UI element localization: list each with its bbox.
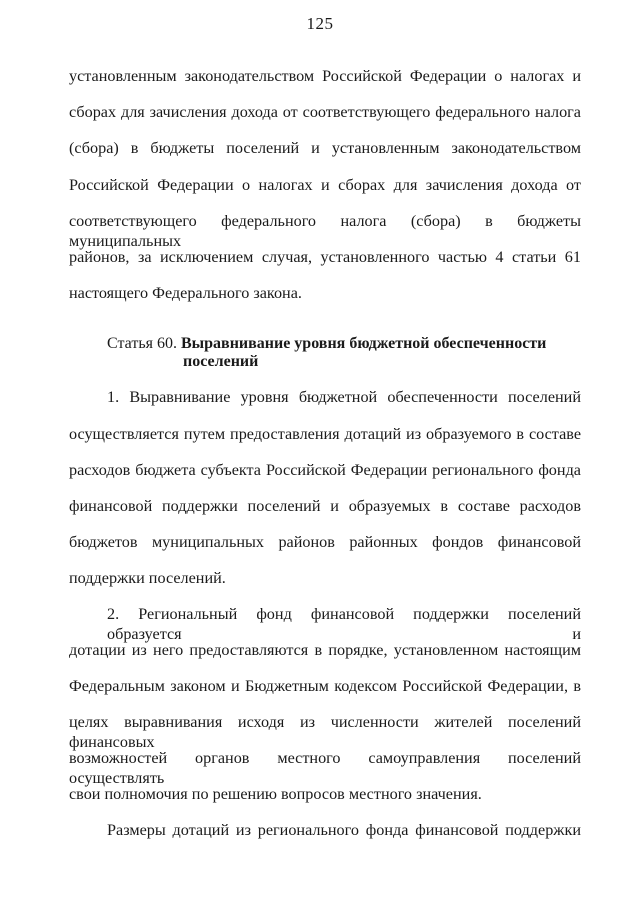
- text-line: расходов бюджета субъекта Российской Федерации регионального фонда: [69, 461, 581, 479]
- text-line: 2. Региональный фонд финансовой поддержки поселений образуется и: [107, 605, 581, 643]
- text-line: сборах для зачисления дохода от соответствующего федерального налога: [69, 103, 581, 121]
- text-line: настоящего Федерального закона.: [69, 284, 302, 302]
- text-line: финансовой поддержки поселений и образуемых в составе расходов: [69, 497, 581, 515]
- text-line: осуществляется путем предоставления дотаций из образуемого в составе: [69, 425, 581, 443]
- article-heading-line: [107, 335, 546, 353]
- article-title-continuation: поселений: [183, 353, 259, 370]
- text-line: поддержки поселений.: [69, 569, 226, 587]
- text-line: районов, за исключением случая, установленного частью 4 статьи 61: [69, 248, 581, 266]
- text-line: возможностей органов местного самоуправления поселений осуществлять: [69, 749, 581, 787]
- text-line: Федеральным законом и Бюджетным кодексом Российской Федерации, в: [69, 677, 581, 695]
- article-title: Выравнивание уровня бюджетной обеспеченности: [180, 335, 547, 352]
- article-number: Статья 60.: [107, 335, 177, 352]
- text-line: соответствующего федерального налога (сбора) в бюджеты муниципальных: [69, 212, 581, 250]
- text-line: 1. Выравнивание уровня бюджетной обеспеченности поселений: [107, 388, 581, 406]
- page-number: 125: [306, 14, 334, 33]
- text-line: Размеры дотаций из регионального фонда финансовой поддержки: [107, 821, 581, 839]
- text-line: бюджетов муниципальных районов районных фондов финансовой: [69, 533, 581, 551]
- text-line: целях выравнивания исходя из численности жителей поселений финансовых: [69, 713, 581, 751]
- text-line: установленным законодательством Российской Федерации о налогах и: [69, 67, 581, 85]
- text-line: свои полномочия по решению вопросов местного значения.: [69, 785, 482, 803]
- text-line: Российской Федерации о налогах и сборах для зачисления дохода от: [69, 176, 581, 194]
- text-line: дотации из него предоставляются в порядке, установленном настоящим: [69, 641, 581, 659]
- text-line: (сбора) в бюджеты поселений и установленным законодательством: [69, 139, 581, 157]
